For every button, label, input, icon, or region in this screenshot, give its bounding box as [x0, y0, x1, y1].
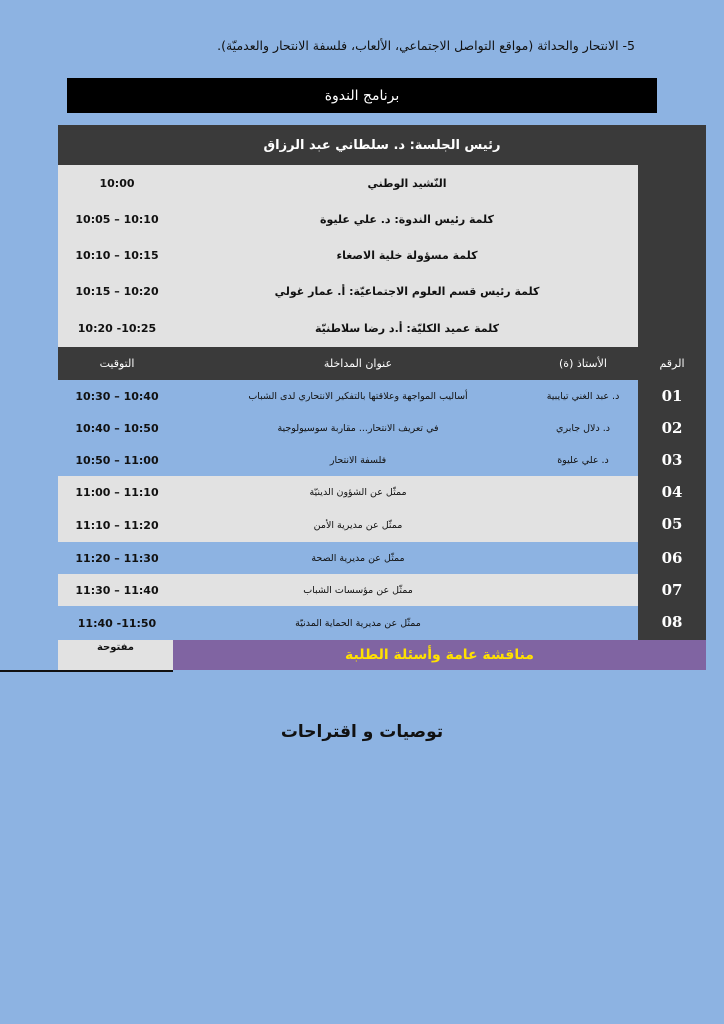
intro-text: 5- الانتحار والحداثة (مواقع التواصل الاجتماعي، الألعاب، فلسفة الانتحار والعدميّة). [217, 38, 635, 53]
talk-number: 01 [661, 387, 683, 405]
divider-line [0, 670, 173, 672]
session-chair: رئيس الجلسة: د. سلطاني عبد الرزاق [58, 125, 706, 165]
talk-title: ممثّل عن مديرية الأمن [313, 519, 403, 531]
talk-title: في تعريف الانتحار... مقاربة سوسيولوجية [277, 422, 439, 434]
talk-professor [528, 606, 638, 640]
table-row [58, 412, 638, 444]
opening-row [58, 201, 638, 237]
table-row [58, 542, 638, 574]
opening-time: 10:15 – 10:20 [75, 284, 159, 298]
header-title: عنوان المداخلة [323, 357, 393, 370]
recommendations-heading: توصيات و اقتراحات [280, 722, 444, 742]
talk-title: ممثّل عن الشؤون الدينيّة [309, 486, 407, 498]
opening-row [58, 309, 638, 347]
table-row [58, 444, 638, 476]
opening-row [58, 237, 638, 273]
opening-time: 10:10 – 10:15 [75, 248, 159, 262]
talk-title: أساليب المواجهة وعلاقتها بالتفكير الانتحاري لدى الشباب [248, 390, 468, 402]
talk-time: 10:40 – 10:50 [75, 421, 159, 435]
talk-title: ممثّل عن مؤسسات الشباب [303, 584, 413, 596]
talk-number: 06 [661, 549, 683, 567]
opening-row [58, 165, 638, 201]
program-title: برنامج الندوة [67, 78, 657, 113]
talk-number: 04 [661, 483, 683, 501]
talk-professor [528, 574, 638, 606]
talk-time: 11:30 – 11:40 [75, 583, 159, 597]
talk-time: 10:50 – 11:00 [75, 453, 159, 467]
talk-number: 05 [661, 515, 683, 533]
talk-professor [528, 508, 638, 542]
table-row [58, 380, 638, 412]
table-row [58, 476, 638, 508]
opening-time: 10:20 -10:25 [77, 321, 157, 335]
talk-number: 02 [661, 419, 683, 437]
table-row [58, 508, 638, 542]
talk-title: فلسفة الانتحار [329, 454, 387, 466]
header-number: الرقم [659, 357, 685, 370]
header-professor: الأستاذ (ة) [559, 357, 607, 370]
talk-professor: د. دلال جابري [556, 422, 610, 434]
opening-title: النّشيد الوطني [367, 176, 447, 190]
talk-title: ممثّل عن مديرية الصحة [311, 552, 405, 564]
general-discussion: مناقشة عامة وأسئلة الطلبة [173, 640, 706, 670]
opening-time: 10:00 [99, 176, 135, 190]
talk-time: 11:10 – 11:20 [75, 518, 159, 532]
opening-title: كلمة مسؤولة خلية الاصغاء [336, 248, 478, 262]
talk-professor: د. عبد الغني تيايبية [546, 390, 620, 402]
talk-time: 11:00 – 11:10 [75, 485, 159, 499]
talk-title: ممثّل عن مديرية الحماية المدنيّة [295, 617, 421, 629]
opening-row [58, 273, 638, 309]
opening-section [58, 165, 638, 347]
talk-number: 03 [661, 451, 683, 469]
opening-title: كلمة عميد الكليّة: أ.د رضا سلاطنيّة [314, 321, 500, 335]
header-time: التوقيت [99, 357, 135, 370]
talk-professor: د. علي عليوة [557, 454, 609, 466]
table-row [58, 574, 638, 606]
table-row [58, 606, 638, 640]
opening-time: 10:05 – 10:10 [75, 212, 159, 226]
talk-professor [528, 476, 638, 508]
talk-time: 11:40 -11:50 [77, 616, 157, 630]
opening-title: كلمة رئيس قسم العلوم الاجتماعيّة: أ. عمار غولي [274, 284, 540, 298]
open-time-cell: مفتوحة [58, 640, 173, 670]
talk-time: 11:20 – 11:30 [75, 551, 159, 565]
talk-number: 07 [661, 581, 683, 599]
table-header [58, 347, 706, 380]
talk-time: 10:30 – 10:40 [75, 389, 159, 403]
talk-number: 08 [661, 613, 683, 631]
opening-title: كلمة رئيس الندوة: د. علي عليوة [320, 212, 494, 226]
talk-professor [528, 542, 638, 574]
